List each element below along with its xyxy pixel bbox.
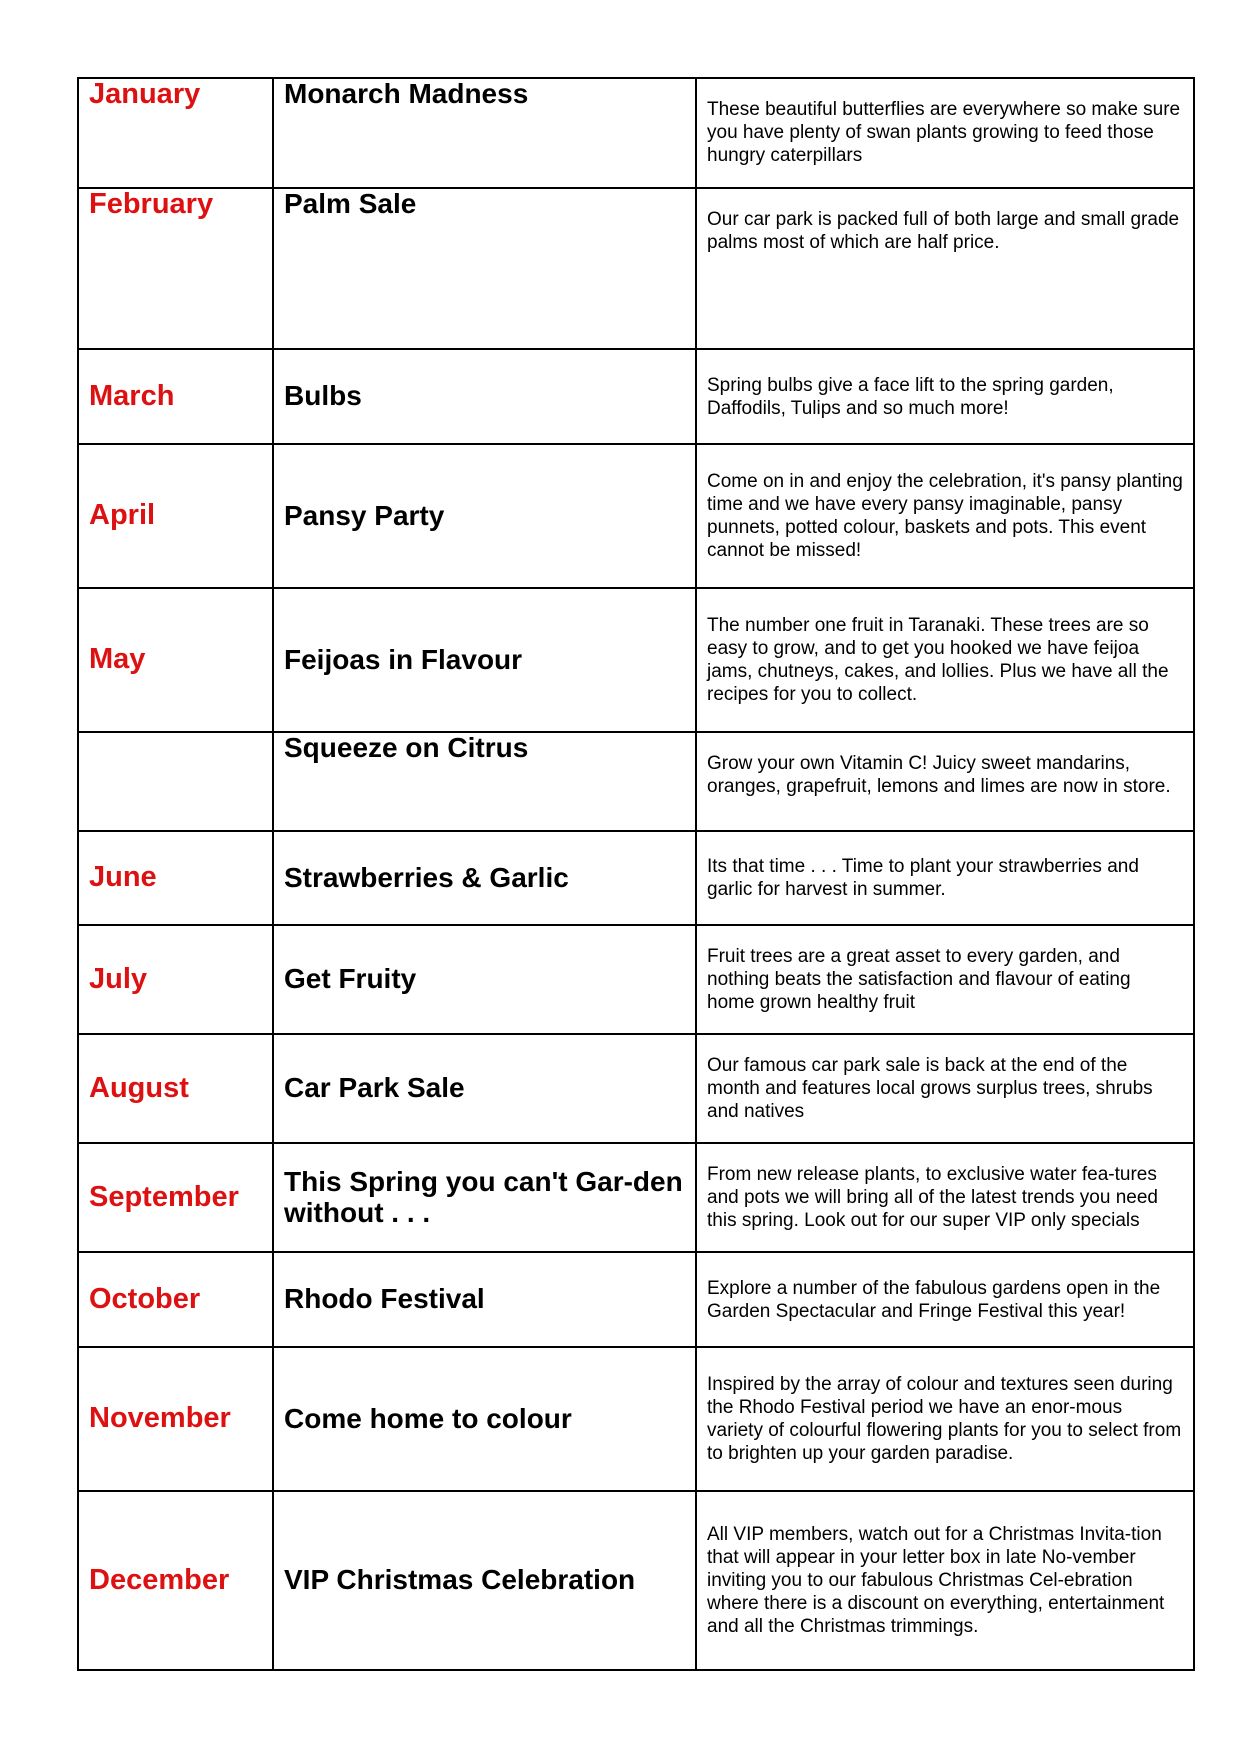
event-description-cell (696, 1252, 1194, 1347)
month-label: January (89, 78, 201, 110)
month-cell (78, 831, 273, 925)
month-label: February (89, 188, 214, 220)
table-row (78, 831, 1194, 925)
event-title: VIP Christmas Celebration (284, 1564, 636, 1596)
event-description: The number one fruit in Taranaki. These trees are so easy to grow, and to get you hooked we have feijoa jams, chutneys, cakes, and lollies. Plus we have all the recipes for you to collect. (707, 615, 1169, 705)
table-row (78, 188, 1194, 349)
month-cell (78, 925, 273, 1034)
event-description: Its that time . . . Time to plant your strawberries and garlic for harvest in summer. (707, 856, 1139, 900)
month-label: December (89, 1563, 230, 1596)
table-row (78, 349, 1194, 444)
event-title: Rhodo Festival (284, 1283, 485, 1315)
table-row (78, 78, 1194, 188)
month-label: May (89, 643, 146, 676)
month-label: March (89, 379, 175, 412)
event-title-cell (273, 588, 696, 732)
event-title: This Spring you can't Gar-den without . . . (284, 1165, 683, 1228)
event-title-cell (273, 1491, 696, 1670)
event-title-cell (273, 1252, 696, 1347)
event-description-cell (696, 78, 1194, 188)
month-cell (78, 1347, 273, 1491)
month-label: November (89, 1402, 231, 1435)
table-row (78, 1252, 1194, 1347)
month-label: April (89, 499, 156, 532)
event-title-cell (273, 78, 696, 188)
event-description: Spring bulbs give a face lift to the spring garden, Daffodils, Tulips and so much more! (707, 374, 1114, 419)
month-cell (78, 732, 273, 831)
event-description: Explore a number of the fabulous gardens open in the Garden Spectacular and Fringe Festival this year! (707, 1277, 1161, 1322)
event-title: Feijoas in Flavour (284, 643, 523, 675)
table-row (78, 444, 1194, 588)
month-label: October (89, 1282, 201, 1315)
table-row (78, 1143, 1194, 1252)
event-title-cell (273, 925, 696, 1034)
event-description: Our car park is packed full of both large and small grade palms most of which are half price. (707, 209, 1180, 253)
event-description-cell (696, 1491, 1194, 1670)
event-description-cell (696, 925, 1194, 1034)
event-title: Bulbs (284, 380, 362, 412)
month-cell (78, 349, 273, 444)
event-description: From new release plants, to exclusive water fea-tures and pots we will bring all of the latest trends you need this spring. Look out for our super VIP only specials (707, 1164, 1158, 1231)
month-cell (78, 1491, 273, 1670)
event-description: Inspired by the array of colour and textures seen during the Rhodo Festival period we have an enor-mous variety of colourful flowering plants for you to select from to brighten up your garden paradise. (707, 1374, 1182, 1464)
event-title-cell (273, 349, 696, 444)
event-description: All VIP members, watch out for a Christmas Invita-tion that will appear in your letter box in late No-vember inviting you to our fabulous Christmas Cel-ebration where there is a discount on everything, entertainment and all the Christmas trimmings. (707, 1524, 1165, 1637)
event-description-cell (696, 188, 1194, 349)
month-cell (78, 188, 273, 349)
table-row (78, 588, 1194, 732)
event-title-cell (273, 444, 696, 588)
event-title-cell (273, 1347, 696, 1491)
event-description-cell (696, 831, 1194, 925)
event-title: Palm Sale (284, 188, 417, 219)
event-description: Come on in and enjoy the celebration, it's pansy planting time and we have every pansy imaginable, pansy punnets, potted colour, baskets and pots. This event cannot be missed! (707, 471, 1183, 561)
event-description-cell (696, 444, 1194, 588)
month-label: September (89, 1180, 239, 1213)
month-label: June (89, 861, 157, 894)
event-description-cell (696, 1143, 1194, 1252)
month-cell (78, 1143, 273, 1252)
table-row (78, 925, 1194, 1034)
table-row (78, 732, 1194, 831)
month-label: July (89, 962, 148, 995)
month-cell (78, 1034, 273, 1143)
table-row (78, 1034, 1194, 1143)
event-title: Monarch Madness (284, 78, 529, 109)
event-title: Come home to colour (284, 1402, 572, 1434)
event-title: Get Fruity (284, 963, 417, 995)
month-cell (78, 444, 273, 588)
table-row (78, 1347, 1194, 1491)
month-cell (78, 78, 273, 188)
event-description-cell (696, 588, 1194, 732)
event-description-cell (696, 732, 1194, 831)
event-title-cell (273, 1143, 696, 1252)
table-row (78, 1491, 1194, 1670)
month-cell (78, 1252, 273, 1347)
month-label: August (89, 1071, 189, 1104)
events-calendar-table (77, 77, 1195, 1671)
event-description: These beautiful butterflies are everywhere so make sure you have plenty of swan plants growing to feed those hungry caterpillars (707, 99, 1181, 166)
event-description-cell (696, 1347, 1194, 1491)
event-title-cell (273, 831, 696, 925)
event-title: Squeeze on Citrus (284, 732, 529, 763)
event-title-cell (273, 732, 696, 831)
event-description: Fruit trees are a great asset to every garden, and nothing beats the satisfaction and flavour of eating home grown healthy fruit (707, 946, 1131, 1013)
event-title-cell (273, 1034, 696, 1143)
event-title-cell (273, 188, 696, 349)
event-title: Car Park Sale (284, 1072, 465, 1104)
event-description-cell (696, 1034, 1194, 1143)
month-cell (78, 588, 273, 732)
event-title: Strawberries & Garlic (284, 861, 569, 893)
event-description: Grow your own Vitamin C! Juicy sweet mandarins, oranges, grapefruit, lemons and limes are now in store. (707, 753, 1171, 797)
event-title: Pansy Party (284, 499, 445, 531)
event-description: Our famous car park sale is back at the end of the month and features local grows surplus trees, shrubs and natives (707, 1055, 1153, 1122)
event-description-cell (696, 349, 1194, 444)
